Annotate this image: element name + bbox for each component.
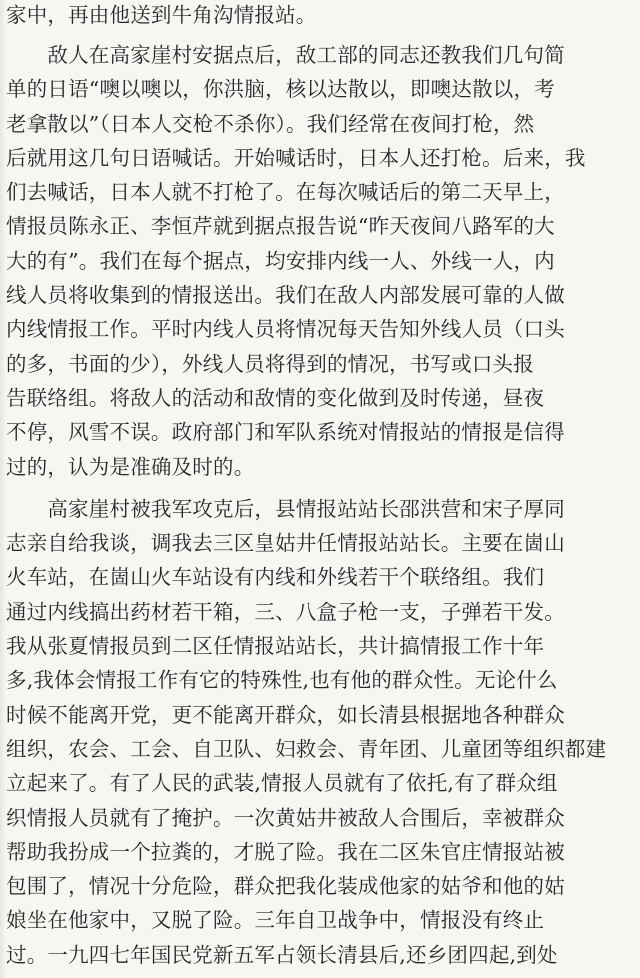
text-line: 不停，风雪不误。政府部门和军队系统对情报站的情报是信得 bbox=[6, 420, 565, 445]
text-line: 线人员将收集到的情报送出。我们在敌人内部发展可靠的人做 bbox=[6, 283, 565, 308]
text-line: 告联络组。将敌人的活动和敌情的变化做到及时传递，昼夜 bbox=[6, 385, 545, 410]
text-line: 我从张夏情报员到二区任情报站站长，共计搞情报工作十年 bbox=[6, 634, 545, 659]
text-line: 情报员陈永正、李恒芹就到据点报告说“昨天夜间八路军的大 bbox=[6, 214, 555, 239]
text-line: 立起来了。有了人民的武装,情报人员就有了依托,有了群众组 bbox=[6, 771, 558, 796]
document-text-block bbox=[6, 0, 638, 972]
text-line: 织情报人员就有了掩护。一次黄姑井被敌人合围后，幸被群众 bbox=[6, 805, 565, 830]
paragraph-gap bbox=[6, 484, 638, 492]
text-line: 包围了，情况十分危险，群众把我化装成他家的姑爷和他的姑 bbox=[6, 874, 565, 899]
text-line: 多,我体会情报工作有它的特殊性,也有他的群众性。无论什么 bbox=[6, 668, 558, 693]
text-line: 敌人在高家崖村安据点后，敌工部的同志还教我们几句简 bbox=[6, 43, 565, 67]
text-line: 娘坐在他家中，又脱了险。三年自卫战争中，情报没有终止 bbox=[6, 908, 545, 933]
text-line: 后就用这几句日语喊话。开始喊话时，日本人还打枪。后来，我 bbox=[6, 145, 586, 170]
text-line: 家中，再由他送到牛角沟情报站。 bbox=[6, 3, 317, 27]
text-line: 单的日语“噢以噢以，你洪脑，核以达散以，即噢达散以，考 bbox=[6, 77, 555, 102]
text-line: 们去喊话，日本人就不打枪了。在每次喊话后的第二天早上， bbox=[6, 180, 565, 205]
text-line: 组织，农会、工会、自卫队、妇救会、青年团、儿童团等组织都建 bbox=[6, 736, 607, 761]
text-line: 过。一九四七年国民党新五军占领长清县后,还乡团四起,到处 bbox=[6, 942, 558, 967]
text-line: 时候不能离开党，更不能离开群众，如长清县根据地各种群众 bbox=[6, 702, 565, 727]
text-line: 火车站，在崮山火车站设有内线和外线若干个联络组。我们 bbox=[6, 565, 545, 590]
text-line: 志亲自给我谈，调我去三区皇姑井任情报站站长。主要在崮山 bbox=[6, 531, 565, 556]
text-line: 高家崖村被我军攻克后，县情报站站长邵洪营和宋子厚同 bbox=[6, 496, 565, 521]
text-line: 帮助我扮成一个拉粪的，才脱了险。我在二区朱官庄情报站被 bbox=[6, 839, 565, 864]
text-line: 的多，书面的少），外线人员将得到的情况，书写或口头报 bbox=[6, 351, 534, 376]
text-line: 过的，认为是准确及时的。 bbox=[6, 454, 255, 479]
paragraph-gap bbox=[6, 30, 638, 38]
text-line: 内线情报工作。平时内线人员将情况每天告知外线人员（口头 bbox=[6, 317, 565, 342]
text-line: 通过内线搞出药材若干箱，三、八盒子枪一支，子弹若干发。 bbox=[6, 599, 565, 624]
text-line: 老拿散以”（日本人交枪不杀你）。我们经常在夜间打枪，然 bbox=[6, 111, 535, 136]
text-line: 大的有”。我们在每个据点，均安排内线一人、外线一人，内 bbox=[6, 248, 555, 273]
